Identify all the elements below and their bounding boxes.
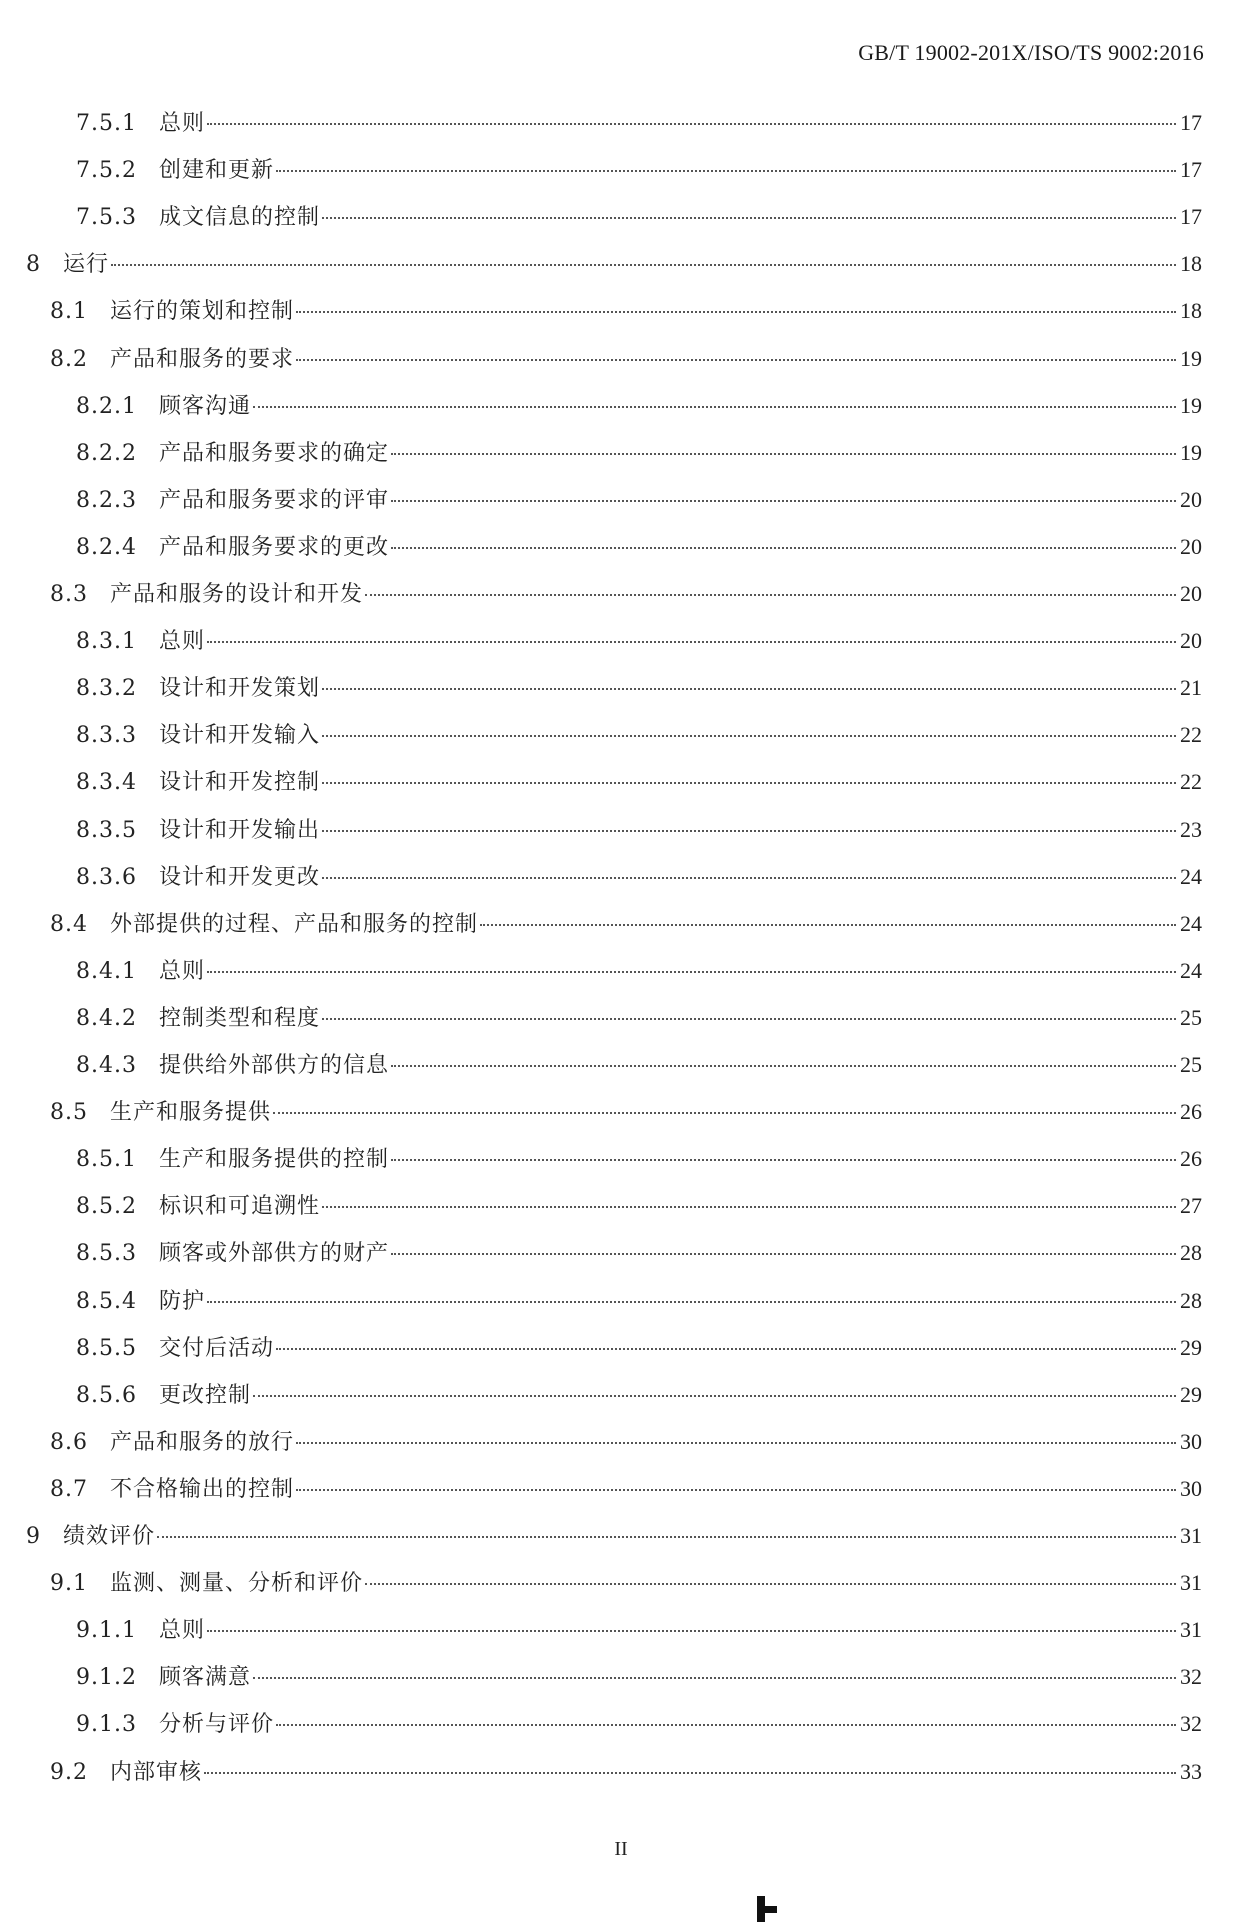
- toc-entry-number: 7.5.1: [76, 111, 137, 136]
- toc-entry[interactable]: [0, 624, 1202, 671]
- toc-entry-title: 生产和服务提供: [110, 1100, 272, 1126]
- toc-entry-title: 设计和开发控制: [158, 770, 320, 796]
- toc-entry[interactable]: [0, 907, 1202, 954]
- toc-entry[interactable]: [0, 1142, 1202, 1189]
- toc-entry-page: 29: [1180, 1334, 1202, 1360]
- toc-entry[interactable]: [0, 813, 1202, 860]
- toc-dot-leader: [207, 971, 1176, 973]
- toc-entry-title: 顾客满意: [158, 1665, 251, 1691]
- toc-entry-page: 26: [1180, 1099, 1202, 1125]
- toc-entry[interactable]: [0, 1189, 1202, 1236]
- toc-entry-number: 8.5.5: [76, 1335, 137, 1361]
- toc-dot-leader: [322, 1206, 1176, 1208]
- toc-entry-page: 20: [1180, 486, 1202, 512]
- toc-dot-leader: [207, 641, 1176, 643]
- toc-entry[interactable]: [0, 1519, 1202, 1566]
- toc-entry-page: 19: [1180, 439, 1202, 465]
- toc-entry-number: 9.1.1: [76, 1618, 137, 1644]
- toc-entry-title: 设计和开发输出: [158, 817, 320, 843]
- toc-entry-number: 8.5.3: [76, 1241, 137, 1267]
- toc-entry-page: 31: [1180, 1570, 1202, 1596]
- toc-dot-leader: [391, 547, 1176, 549]
- toc-entry-page: 20: [1180, 581, 1202, 606]
- toc-dot-leader: [207, 1630, 1176, 1632]
- toc-entry-title: 运行: [63, 252, 110, 278]
- toc-entry[interactable]: [0, 1755, 1202, 1802]
- toc-entry-number: 9: [26, 1524, 41, 1549]
- toc-entry-number: 8.5.6: [76, 1382, 137, 1408]
- toc-entry[interactable]: [0, 1425, 1202, 1472]
- toc-dot-leader: [322, 735, 1176, 737]
- toc-dot-leader: [322, 217, 1176, 219]
- toc-entry[interactable]: [0, 1095, 1202, 1142]
- toc-entry[interactable]: [0, 106, 1202, 153]
- toc-entry-number: 8.4.2: [76, 1005, 137, 1031]
- toc-entry-page: 19: [1180, 392, 1202, 418]
- toc-entry-title: 内部审核: [110, 1759, 203, 1785]
- toc-entry-number: 8.3.5: [76, 817, 137, 843]
- toc-entry-page: 22: [1180, 769, 1202, 795]
- toc-entry-number: 8.4.3: [76, 1053, 137, 1078]
- toc-entry-number: 8.3.2: [76, 676, 137, 702]
- toc-entry-number: 8.6: [50, 1429, 88, 1455]
- toc-entry-number: 7.5.2: [76, 158, 137, 184]
- toc-entry-page: 18: [1180, 298, 1202, 324]
- toc-entry-title: 设计和开发策划: [158, 676, 320, 702]
- partial-glyph-mark: [747, 1896, 777, 1922]
- toc-entry[interactable]: [0, 1331, 1202, 1378]
- toc-dot-leader: [296, 1442, 1176, 1444]
- toc-dot-leader: [365, 1583, 1176, 1585]
- toc-dot-leader: [111, 264, 1176, 266]
- toc-entry-title: 创建和更新: [158, 158, 274, 184]
- toc-entry-title: 监测、测量、分析和评价: [110, 1571, 364, 1597]
- toc-dot-leader: [204, 1772, 1176, 1774]
- toc-entry[interactable]: [0, 247, 1202, 294]
- toc-entry-title: 外部提供的过程、产品和服务的控制: [110, 911, 479, 937]
- toc-entry-page: 27: [1180, 1193, 1202, 1219]
- toc-entry-title: 运行的策划和控制: [110, 299, 295, 325]
- toc-entry[interactable]: [0, 483, 1202, 530]
- toc-entry-page: 30: [1180, 1428, 1202, 1454]
- toc-entry[interactable]: [0, 1048, 1202, 1095]
- toc-entry-page: 28: [1180, 1240, 1202, 1266]
- toc-entry[interactable]: [0, 294, 1202, 341]
- toc-dot-leader: [273, 1112, 1176, 1114]
- toc-entry-title: 产品和服务的设计和开发: [110, 582, 364, 607]
- toc-dot-leader: [207, 1301, 1176, 1303]
- toc-entry-number: 8.4: [50, 911, 88, 937]
- toc-entry-title: 提供给外部供方的信息: [158, 1053, 389, 1078]
- toc-entry-page: 20: [1180, 533, 1202, 559]
- toc-entry-title: 控制类型和程度: [158, 1005, 320, 1031]
- toc-entry-title: 成文信息的控制: [158, 205, 320, 231]
- toc-entry-title: 分析与评价: [158, 1712, 274, 1738]
- toc-entry-page: 32: [1180, 1664, 1202, 1690]
- toc-entry-number: 8.2: [50, 346, 88, 372]
- page-number: II: [614, 1838, 628, 1860]
- toc-entry-page: 24: [1180, 863, 1202, 889]
- toc-entry-page: 31: [1180, 1523, 1202, 1548]
- toc-entry[interactable]: [0, 1566, 1202, 1613]
- toc-dot-leader: [296, 311, 1176, 313]
- toc-entry-page: 18: [1180, 251, 1202, 277]
- toc-dot-leader: [253, 1677, 1176, 1679]
- toc-entry-title: 标识和可追溯性: [158, 1194, 320, 1220]
- toc-entry-page: 17: [1180, 157, 1202, 183]
- toc-entry[interactable]: [0, 436, 1202, 483]
- toc-entry[interactable]: [0, 577, 1202, 624]
- toc-entry[interactable]: [0, 671, 1202, 718]
- toc-entry-title: 产品和服务要求的评审: [158, 487, 389, 513]
- toc-entry[interactable]: [0, 342, 1202, 389]
- toc-entry-page: 28: [1180, 1287, 1202, 1313]
- toc-dot-leader: [322, 782, 1176, 784]
- toc-entry-number: 8.3.1: [76, 629, 137, 655]
- toc-dot-leader: [253, 406, 1176, 408]
- document-header-id: GB/T 19002-201X/ISO/TS 9002:2016: [858, 40, 1204, 65]
- toc-entry-title: 设计和开发输入: [158, 723, 320, 749]
- toc-entry-page: 21: [1180, 675, 1202, 701]
- toc-entry-title: 生产和服务提供的控制: [158, 1147, 389, 1173]
- toc-entry-title: 设计和开发更改: [158, 864, 320, 890]
- toc-dot-leader: [322, 830, 1176, 832]
- toc-entry-number: 8.5: [50, 1100, 88, 1126]
- toc-entry-title: 顾客沟通: [158, 393, 251, 419]
- toc-entry[interactable]: [0, 1613, 1202, 1660]
- toc-dot-leader: [276, 170, 1176, 172]
- toc-entry-page: 24: [1180, 957, 1202, 983]
- toc-dot-leader: [207, 123, 1176, 125]
- toc-entry-title: 产品和服务的要求: [110, 346, 295, 372]
- toc-entry-title: 总则: [158, 1618, 205, 1644]
- toc-entry-page: 32: [1180, 1711, 1202, 1737]
- toc-entry[interactable]: [0, 1236, 1202, 1283]
- toc-entry[interactable]: [0, 1472, 1202, 1519]
- toc-entry-page: 17: [1180, 204, 1202, 230]
- toc-dot-leader: [391, 1065, 1176, 1067]
- toc-entry[interactable]: [0, 1284, 1202, 1331]
- toc-entry-number: 9.2: [50, 1759, 88, 1785]
- toc-entry-number: 8.3: [50, 582, 88, 607]
- toc-entry-number: 8: [26, 252, 41, 278]
- toc-entry-page: 33: [1180, 1758, 1202, 1784]
- toc-dot-leader: [276, 1724, 1176, 1726]
- toc-entry-title: 总则: [158, 111, 205, 136]
- toc-entry-number: 8.5.2: [76, 1194, 137, 1220]
- toc-dot-leader: [322, 688, 1176, 690]
- toc-entry-number: 8.7: [50, 1476, 88, 1502]
- toc-dot-leader: [322, 877, 1176, 879]
- toc-entry-page: 31: [1180, 1617, 1202, 1643]
- toc-entry[interactable]: [0, 530, 1202, 577]
- toc-entry-number: 8.2.2: [76, 440, 137, 466]
- toc-entry-page: 29: [1180, 1381, 1202, 1407]
- toc-entry-page: 25: [1180, 1052, 1202, 1077]
- toc-dot-leader: [157, 1536, 1176, 1538]
- toc-entry-page: 30: [1180, 1475, 1202, 1501]
- toc-entry-number: 9.1: [50, 1571, 88, 1597]
- toc-entry-number: 9.1.2: [76, 1665, 137, 1691]
- toc-dot-leader: [276, 1348, 1176, 1350]
- toc-entry[interactable]: [0, 860, 1202, 907]
- toc-entry-page: 17: [1180, 110, 1202, 135]
- toc-entry-page: 22: [1180, 722, 1202, 748]
- toc-entry-number: 8.4.1: [76, 958, 137, 984]
- toc-entry[interactable]: [0, 765, 1202, 812]
- toc-entry-page: 20: [1180, 628, 1202, 654]
- toc-entry-title: 产品和服务要求的确定: [158, 440, 389, 466]
- toc-entry[interactable]: [0, 389, 1202, 436]
- toc-entry-page: 23: [1180, 816, 1202, 842]
- toc-entry-page: 25: [1180, 1004, 1202, 1030]
- toc-entry-title: 总则: [158, 629, 205, 655]
- toc-entry-page: 19: [1180, 345, 1202, 371]
- toc-entry-title: 产品和服务要求的更改: [158, 534, 389, 560]
- toc-entry-page: 26: [1180, 1146, 1202, 1172]
- toc-entry-title: 更改控制: [158, 1382, 251, 1408]
- toc-entry-number: 7.5.3: [76, 205, 137, 231]
- toc-entry-title: 总则: [158, 958, 205, 984]
- toc-entry-number: 8.3.4: [76, 770, 137, 796]
- toc-entry-number: 8.5.4: [76, 1288, 137, 1314]
- toc-entry[interactable]: [0, 200, 1202, 247]
- toc-entry[interactable]: [0, 1378, 1202, 1425]
- toc-entry-number: 8.2.3: [76, 487, 137, 513]
- toc-entry-title: 不合格输出的控制: [110, 1476, 295, 1502]
- toc-entry-title: 交付后活动: [158, 1335, 274, 1361]
- toc-dot-leader: [391, 1159, 1176, 1161]
- toc-entry-number: 8.2.1: [76, 393, 137, 419]
- toc-dot-leader: [296, 1489, 1176, 1491]
- toc-entry-title: 顾客或外部供方的财产: [158, 1241, 389, 1267]
- toc-entry-number: 8.5.1: [76, 1147, 137, 1173]
- toc-dot-leader: [391, 453, 1176, 455]
- toc-dot-leader: [365, 594, 1176, 596]
- toc-entry[interactable]: [0, 1707, 1202, 1754]
- toc-entry[interactable]: [0, 954, 1202, 1001]
- toc-dot-leader: [296, 359, 1176, 361]
- toc-dot-leader: [391, 1253, 1176, 1255]
- toc-entry-title: 绩效评价: [63, 1524, 156, 1549]
- toc-entry-number: 8.3.6: [76, 864, 137, 890]
- toc-entry[interactable]: [0, 1001, 1202, 1048]
- toc-entry-page: 24: [1180, 910, 1202, 936]
- toc-entry[interactable]: [0, 718, 1202, 765]
- toc-entry-number: 9.1.3: [76, 1712, 137, 1738]
- toc-dot-leader: [322, 1018, 1176, 1020]
- toc-entry[interactable]: [0, 153, 1202, 200]
- toc-entry-number: 8.1: [50, 299, 88, 325]
- toc-dot-leader: [480, 924, 1176, 926]
- toc-dot-leader: [253, 1395, 1176, 1397]
- toc-dot-leader: [391, 500, 1176, 502]
- toc-entry-title: 产品和服务的放行: [110, 1429, 295, 1455]
- toc-entry-number: 8.2.4: [76, 534, 137, 560]
- toc-entry[interactable]: [0, 1660, 1202, 1707]
- toc-entry-number: 8.3.3: [76, 723, 137, 749]
- toc-entry-title: 防护: [158, 1288, 205, 1314]
